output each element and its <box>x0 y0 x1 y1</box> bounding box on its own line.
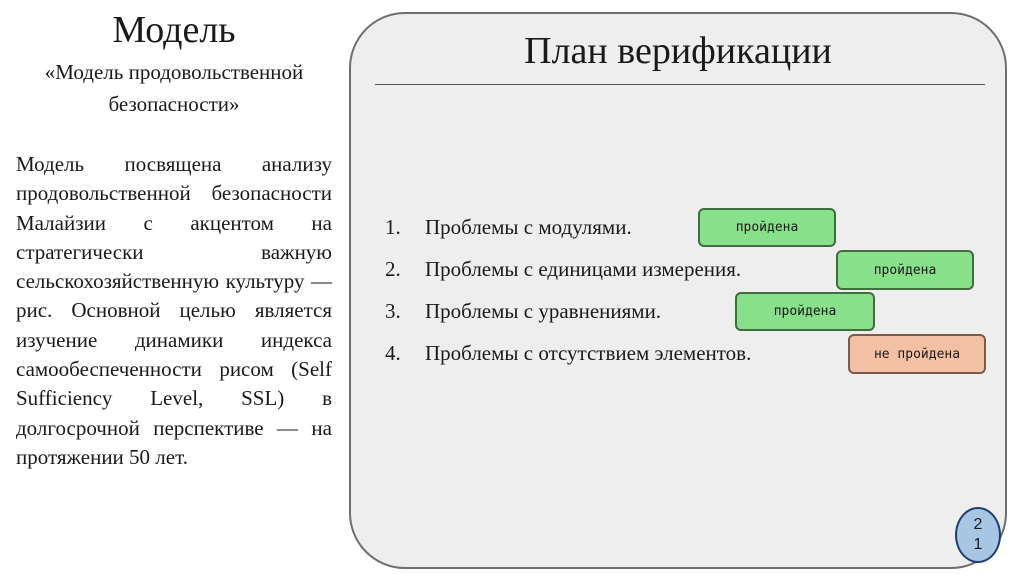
page-number-digit: 2 <box>973 516 983 533</box>
item-number: 2. <box>385 257 401 281</box>
model-subtitle: «Модель продовольственной безопасности» <box>44 60 304 116</box>
list-item <box>385 296 661 326</box>
item-text: Проблемы с отсутствием элементов. <box>425 341 752 365</box>
left-column <box>16 0 332 472</box>
item-text: Проблемы с единицами измерения. <box>425 257 742 281</box>
item-text: Проблемы с уравнениями. <box>425 299 662 323</box>
list-item <box>385 254 741 284</box>
status-badge-equations: пройдена <box>735 292 875 331</box>
page-number-badge <box>955 507 1001 563</box>
item-text: Проблемы с модулями. <box>425 215 632 239</box>
panel-title: План верификации <box>524 30 832 72</box>
item-number: 3. <box>385 299 401 323</box>
verification-list <box>385 14 1005 567</box>
status-badge-units: пройдена <box>836 250 974 290</box>
list-item <box>385 338 751 368</box>
model-description: Модель посвящена анализу продовольственной безопасности Малайзии с акцентом на стратегически важную сельскохозяйственную культуру — рис. Основной целью является изучение динамики индекса самообеспеченности рисом (Self Sufficiency Level, SSL) в долгосрочной перспективе — на протяжении 50 лет. <box>16 152 332 469</box>
status-badge-missing-elements: не пройдена <box>848 334 986 374</box>
verification-plan-panel <box>349 12 1007 569</box>
item-number: 1. <box>385 215 401 239</box>
list-item <box>385 212 632 242</box>
model-title: Модель <box>112 9 236 51</box>
status-badge-modules: пройдена <box>698 208 836 247</box>
item-number: 4. <box>385 341 401 365</box>
page-number-digit: 1 <box>973 536 983 553</box>
